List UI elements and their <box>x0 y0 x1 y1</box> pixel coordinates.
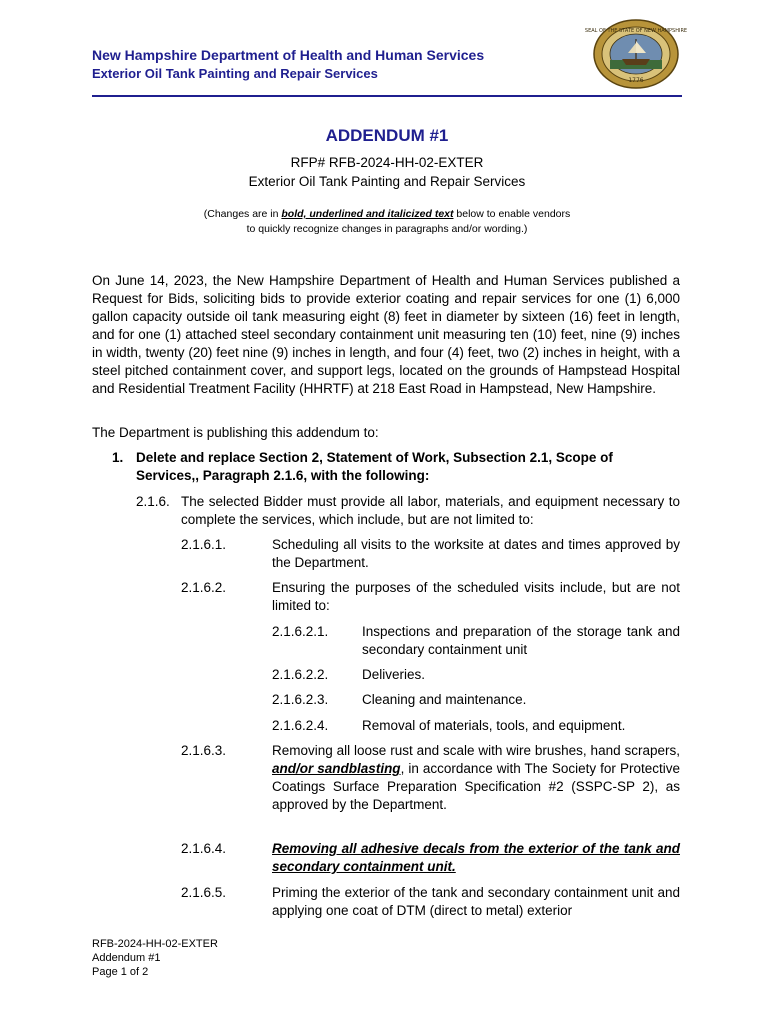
seal-ring-text: SEAL OF THE STATE OF NEW HAMPSHIRE <box>584 28 688 34</box>
footer-rfb-number: RFB-2024-HH-02-EXTER <box>92 938 218 950</box>
p216-text: The selected Bidder must provide all labor, materials, and equipment necessary to complete the services, which include, but are not limited to: <box>181 494 680 527</box>
item-3-text <box>272 742 680 814</box>
header-rule <box>92 95 682 97</box>
footer-page-number: Page 1 of 2 <box>92 966 149 978</box>
change-note-after: below to enable vendors <box>453 208 571 220</box>
item-3-before: Removing all loose rust and scale with wire brushes, hand scrapers, <box>272 743 680 758</box>
header-department: New Hampshire Department of Health and Human Services <box>92 47 485 63</box>
change-note-emphasis: bold, underlined and italicized text <box>281 208 454 220</box>
subitem-text: Removal of materials, tools, and equipment. <box>362 718 626 733</box>
page-footer <box>92 937 218 979</box>
addendum-title: ADDENDUM #1 <box>325 126 449 145</box>
p216-number: 2.1.6. <box>136 494 170 509</box>
item-number: 2.1.6.2. <box>181 580 227 595</box>
item-1-number: 1. <box>112 450 124 465</box>
item-5-number: 2.1.6.5. <box>181 885 227 900</box>
change-note-line2: to quickly recognize changes in paragraphs and/or wording.) <box>246 223 528 235</box>
subitem-text: Deliveries. <box>362 667 426 682</box>
item-5-text: Priming the exterior of the tank and secondary containment unit and applying one coat of DTM (direct to metal) exterior <box>272 885 680 918</box>
header-project: Exterior Oil Tank Painting and Repair Services <box>92 66 378 81</box>
subitem-text: Inspections and preparation of the storage tank and secondary containment unit <box>362 624 680 657</box>
item-3-emphasis: and/or sandblasting <box>272 761 401 776</box>
item-4-text: Removing all adhesive decals from the exterior of the tank and secondary containment unit. <box>272 841 680 874</box>
purpose-line: The Department is publishing this addendum to: <box>92 425 379 440</box>
subitem-text: Cleaning and maintenance. <box>362 692 527 707</box>
rfp-title: Exterior Oil Tank Painting and Repair Services <box>248 174 526 189</box>
intro-paragraph: On June 14, 2023, the New Hampshire Department of Health and Human Services published a Request for Bids, soliciting bids to provide exterior coating and repair services for one (1) 6,000 gallon capacity outside oil tank measuring eight (8) feet in diameter by sixteen (16) feet in length, and for one (1) attached steel secondary containment unit measuring ten (10) feet, nine (9) inches in width, twenty (20) feet nine (9) inches in length, and four (4) feet, two (2) inches in height, with a steel pitched containment cover, and support legs, located on the grounds of Hampstead Hospital and Residential Treatment Facility (HHRTF) at 218 East Road in Hampstead, New Hampshire. <box>92 273 680 396</box>
item-number: 2.1.6.1. <box>181 537 227 552</box>
item-1-line1: Delete and replace Section 2, Statement of Work, Subsection 2.1, Scope of <box>136 450 613 465</box>
subitem-number: 2.1.6.2.4. <box>272 718 329 733</box>
item-text: Ensuring the purposes of the scheduled visits include, but are not limited to: <box>272 580 680 613</box>
nh-state-seal-icon <box>584 19 688 89</box>
subitem-number: 2.1.6.2.3. <box>272 692 329 707</box>
subitem-number: 2.1.6.2.2. <box>272 667 329 682</box>
document-header <box>92 45 484 82</box>
change-note-before: (Changes are in <box>203 208 282 220</box>
item-text: Scheduling all visits to the worksite at dates and times approved by the Department. <box>272 537 680 570</box>
item-1-line2: Services,, Paragraph 2.1.6, with the following: <box>136 468 430 483</box>
item-3-after: , in accordance with The Society for Protective Coatings Surface Preparation Specification #2 (SSPC-SP 2), as approved by the Department. <box>272 761 680 812</box>
rfp-number: RFP# RFB-2024-HH-02-EXTER <box>290 155 484 170</box>
seal-year: 1776 <box>628 77 644 84</box>
item-4-number: 2.1.6.4. <box>181 841 227 856</box>
item-3-number: 2.1.6.3. <box>181 743 227 758</box>
subitem-number: 2.1.6.2.1. <box>272 624 329 639</box>
footer-addendum: Addendum #1 <box>92 952 161 964</box>
change-note <box>92 207 682 222</box>
